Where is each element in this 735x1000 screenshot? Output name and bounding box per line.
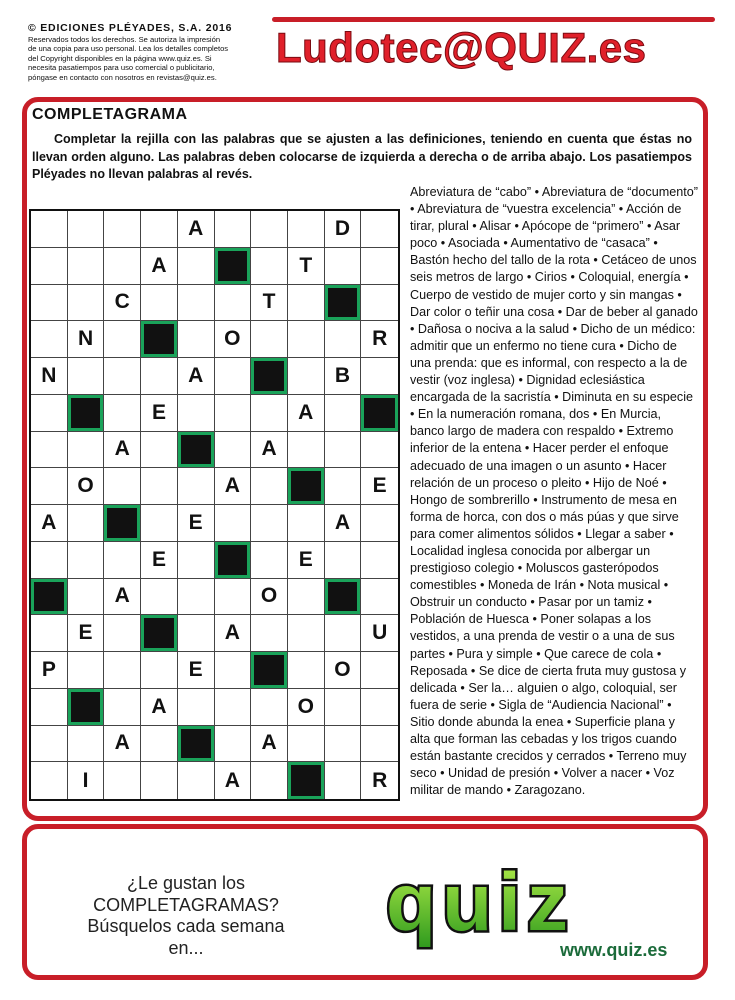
grid-cell[interactable] bbox=[361, 579, 398, 616]
grid-cell[interactable] bbox=[68, 358, 105, 395]
grid-cell[interactable]: D bbox=[325, 211, 362, 248]
grid-cell[interactable] bbox=[325, 248, 362, 285]
grid-cell[interactable] bbox=[104, 321, 141, 358]
grid-cell[interactable]: A bbox=[325, 505, 362, 542]
grid-cell[interactable] bbox=[288, 432, 325, 469]
grid-cell[interactable] bbox=[178, 762, 215, 799]
grid-cell[interactable] bbox=[31, 432, 68, 469]
grid-block bbox=[251, 358, 288, 395]
grid-cell[interactable] bbox=[251, 468, 288, 505]
grid-cell[interactable] bbox=[31, 542, 68, 579]
grid-cell[interactable] bbox=[288, 358, 325, 395]
grid-cell[interactable] bbox=[31, 211, 68, 248]
grid-cell[interactable]: A bbox=[288, 395, 325, 432]
grid-cell[interactable] bbox=[361, 248, 398, 285]
grid-cell[interactable] bbox=[325, 395, 362, 432]
grid-cell[interactable]: A bbox=[104, 579, 141, 616]
grid-cell[interactable] bbox=[68, 542, 105, 579]
grid-cell[interactable] bbox=[361, 358, 398, 395]
grid-cell[interactable]: E bbox=[68, 615, 105, 652]
grid-cell[interactable] bbox=[68, 211, 105, 248]
grid-cell[interactable]: A bbox=[141, 689, 178, 726]
grid-cell[interactable] bbox=[361, 542, 398, 579]
grid-cell[interactable] bbox=[251, 505, 288, 542]
brand-title: Ludotec@QUIZ.es bbox=[276, 24, 647, 71]
grid-cell[interactable] bbox=[178, 468, 215, 505]
grid-cell[interactable] bbox=[325, 321, 362, 358]
top-red-rule bbox=[272, 17, 715, 22]
grid-cell[interactable] bbox=[104, 615, 141, 652]
grid-block bbox=[325, 579, 362, 616]
grid-cell[interactable] bbox=[251, 615, 288, 652]
grid-cell[interactable]: E bbox=[141, 395, 178, 432]
grid-cell[interactable]: E bbox=[178, 652, 215, 689]
grid-cell[interactable]: A bbox=[141, 248, 178, 285]
grid-cell[interactable] bbox=[288, 652, 325, 689]
grid-block bbox=[104, 505, 141, 542]
grid-cell[interactable] bbox=[104, 468, 141, 505]
grid-cell[interactable]: A bbox=[104, 726, 141, 763]
publisher-line: © EDICIONES PLÉYADES, S.A. 2016 bbox=[28, 22, 233, 34]
grid-block bbox=[141, 321, 178, 358]
grid-cell[interactable] bbox=[104, 542, 141, 579]
grid-cell[interactable] bbox=[104, 211, 141, 248]
crossword-grid[interactable] bbox=[29, 209, 400, 801]
grid-cell[interactable] bbox=[141, 505, 178, 542]
grid-cell[interactable] bbox=[31, 285, 68, 322]
grid-block bbox=[215, 542, 252, 579]
grid-cell[interactable] bbox=[31, 726, 68, 763]
grid-cell[interactable]: R bbox=[361, 321, 398, 358]
grid-cell[interactable] bbox=[178, 542, 215, 579]
grid-cell[interactable] bbox=[251, 248, 288, 285]
grid-cell[interactable]: A bbox=[215, 468, 252, 505]
copyright-notice bbox=[28, 22, 268, 92]
grid-cell[interactable] bbox=[361, 726, 398, 763]
grid-cell[interactable] bbox=[325, 689, 362, 726]
grid-cell[interactable] bbox=[104, 358, 141, 395]
grid-block bbox=[288, 762, 325, 799]
grid-block bbox=[68, 689, 105, 726]
grid-cell[interactable] bbox=[178, 285, 215, 322]
grid-block bbox=[68, 395, 105, 432]
grid-cell[interactable] bbox=[215, 285, 252, 322]
grid-cell[interactable]: U bbox=[361, 615, 398, 652]
grid-cell[interactable] bbox=[215, 395, 252, 432]
grid-cell[interactable] bbox=[68, 285, 105, 322]
grid-cell[interactable] bbox=[325, 468, 362, 505]
grid-cell[interactable]: A bbox=[251, 726, 288, 763]
grid-cell[interactable] bbox=[251, 762, 288, 799]
grid-cell[interactable] bbox=[178, 689, 215, 726]
grid-cell[interactable] bbox=[288, 211, 325, 248]
grid-cell[interactable]: I bbox=[68, 762, 105, 799]
grid-cell[interactable] bbox=[31, 321, 68, 358]
grid-cell[interactable] bbox=[288, 285, 325, 322]
grid-block bbox=[361, 395, 398, 432]
grid-cell[interactable] bbox=[31, 395, 68, 432]
grid-cell[interactable] bbox=[178, 395, 215, 432]
grid-cell[interactable]: A bbox=[104, 432, 141, 469]
grid-block bbox=[31, 579, 68, 616]
grid-block bbox=[141, 615, 178, 652]
grid-cell[interactable] bbox=[178, 615, 215, 652]
grid-cell[interactable]: T bbox=[288, 248, 325, 285]
grid-cell[interactable]: N bbox=[68, 321, 105, 358]
grid-block bbox=[215, 248, 252, 285]
grid-cell[interactable] bbox=[68, 248, 105, 285]
grid-cell[interactable] bbox=[141, 285, 178, 322]
grid-cell[interactable] bbox=[141, 726, 178, 763]
grid-cell[interactable] bbox=[68, 652, 105, 689]
grid-cell[interactable] bbox=[178, 579, 215, 616]
quiz-logo bbox=[378, 862, 708, 952]
grid-block bbox=[178, 726, 215, 763]
grid-cell[interactable]: O bbox=[215, 321, 252, 358]
grid-block bbox=[288, 468, 325, 505]
grid-cell[interactable]: E bbox=[361, 468, 398, 505]
grid-cell[interactable]: E bbox=[288, 542, 325, 579]
grid-cell[interactable]: O bbox=[288, 689, 325, 726]
grid-cell[interactable] bbox=[361, 689, 398, 726]
grid-cell[interactable] bbox=[215, 689, 252, 726]
grid-cell[interactable] bbox=[104, 248, 141, 285]
grid-cell[interactable]: A bbox=[215, 615, 252, 652]
grid-cell[interactable] bbox=[178, 321, 215, 358]
grid-cell[interactable]: A bbox=[178, 358, 215, 395]
grid-cell[interactable]: E bbox=[141, 542, 178, 579]
grid-cell[interactable] bbox=[68, 726, 105, 763]
grid-cell[interactable] bbox=[288, 579, 325, 616]
grid-cell[interactable] bbox=[104, 652, 141, 689]
grid-cell[interactable]: O bbox=[68, 468, 105, 505]
grid-cell[interactable] bbox=[325, 432, 362, 469]
grid-cell[interactable]: B bbox=[325, 358, 362, 395]
grid-cell[interactable] bbox=[361, 505, 398, 542]
grid-cell[interactable]: C bbox=[104, 285, 141, 322]
grid-cell[interactable]: A bbox=[31, 505, 68, 542]
puzzle-title: COMPLETAGRAMA bbox=[32, 106, 188, 123]
grid-block bbox=[251, 652, 288, 689]
rights-text: Reservados todos los derechos. Se autoriza la impresión de una copia para uso personal. Lea los detalles completos del Copyright disponibles en la página www.quiz.es. Si necesita pasatiempos para uso comercial o publicitario, póngase en contacto con nosotros en revistas@quiz.es. bbox=[28, 35, 229, 82]
grid-cell[interactable] bbox=[31, 248, 68, 285]
grid-cell[interactable]: P bbox=[31, 652, 68, 689]
grid-cell[interactable] bbox=[141, 468, 178, 505]
grid-cell[interactable]: N bbox=[31, 358, 68, 395]
grid-cell[interactable] bbox=[325, 615, 362, 652]
grid-block bbox=[178, 432, 215, 469]
grid-cell[interactable] bbox=[178, 248, 215, 285]
grid-cell[interactable] bbox=[31, 762, 68, 799]
grid-cell[interactable] bbox=[215, 726, 252, 763]
grid-cell[interactable] bbox=[361, 432, 398, 469]
grid-cell[interactable] bbox=[325, 542, 362, 579]
grid-cell[interactable]: T bbox=[251, 285, 288, 322]
grid-cell[interactable] bbox=[104, 395, 141, 432]
grid-cell[interactable] bbox=[68, 432, 105, 469]
grid-cell[interactable] bbox=[215, 358, 252, 395]
grid-cell[interactable]: R bbox=[372, 768, 388, 792]
grid-cell[interactable] bbox=[31, 689, 68, 726]
grid-cell[interactable] bbox=[361, 211, 398, 248]
grid-cell[interactable] bbox=[68, 505, 105, 542]
grid-cell[interactable]: O bbox=[251, 579, 288, 616]
promo-text: ¿Le gustan los COMPLETAGRAMAS? Búsquelos cada semana en... bbox=[87, 873, 285, 958]
grid-cell[interactable]: A bbox=[178, 211, 215, 248]
grid-cell[interactable] bbox=[325, 726, 362, 763]
grid-cell[interactable] bbox=[251, 542, 288, 579]
grid-cell[interactable] bbox=[361, 652, 398, 689]
grid-cell[interactable] bbox=[31, 468, 68, 505]
grid-block bbox=[325, 285, 362, 322]
grid-cell[interactable] bbox=[288, 726, 325, 763]
grid-cell[interactable] bbox=[325, 762, 362, 799]
grid-cell[interactable]: A bbox=[215, 762, 252, 799]
grid-cell[interactable] bbox=[141, 762, 178, 799]
grid-cell[interactable] bbox=[251, 395, 288, 432]
grid-cell[interactable] bbox=[215, 432, 252, 469]
clue-list: Abreviatura de “cabo” • Abreviatura de “documento” • Abreviatura de “vuestra excelencia” • Acción de tirar, plural • Alisar • Apócope de “primero” • Asar poco • Asociada • Aumentativo de “casaca” • Bastón hecho del tallo de la rota • Cetáceo de unos seis metros de largo • Cirios • Coloquial, energía • Cuerpo de vestido de mujer corto y sin mangas • Dar color o teñir una cosa • Dar de beber al ganado • Dañosa o nociva a la salud • Dicho de un médico: admitir que un enfermo no tiene cura • Dicho de una prenda: que es informal, con respecto a la de vestir (voz inglesa) • Dignidad eclesiástica encargada de la sacristía • Diminuta en su especie • En la numeración romana, dos • En Murcia, banco largo de madera con respaldo • Extremo inferior de la entena • Hacer perder el enfoque adecuado de una imagen o un asunto • Hacer relación de un proceso o pleito • Hijo de Noé • Hongo de sombrerillo • Instrumento de mesa en forma de horca, con dos o más púas y que sirve para comer alimentos sólidos • Llegar a saber • Localidad inglesa conocida por albergar un prestigioso colegio • Moluscos gasterópodos comestibles • Moneda de Irán • Nota musical • Obstruir un conducto • Pasar por un tamiz • Población de Huesca • Poner solapas a los vestidos, a una prenda de vestir o a una de sus partes • Pura y simple • Que carece de cola • Reposada • Se dice de cierta fruta muy gustosa y delicada • Ser la… alguien o algo, coloquial, ser fuera de serie • Sigla de “Audiencia Nacional” • Sitio donde abunda la enea • Superficie plana y alta que forman las cebadas y los trigos cuando están bastante crecidos y cerrados • Terreno muy seco • Unidad de presión • Volver a nacer • Voz militar de mando • Zaragozano. bbox=[410, 185, 698, 798]
grid-cell[interactable] bbox=[104, 762, 141, 799]
grid-cell[interactable] bbox=[141, 432, 178, 469]
grid-cell[interactable] bbox=[251, 211, 288, 248]
grid-cell[interactable] bbox=[251, 689, 288, 726]
grid-cell[interactable] bbox=[215, 505, 252, 542]
grid-cell[interactable] bbox=[104, 689, 141, 726]
grid-cell[interactable] bbox=[361, 285, 398, 322]
site-url[interactable]: www.quiz.es bbox=[560, 940, 668, 960]
logo-word: quiz bbox=[386, 862, 574, 948]
grid-cell[interactable]: A bbox=[251, 432, 288, 469]
grid-cell[interactable] bbox=[141, 211, 178, 248]
grid-cell[interactable] bbox=[141, 579, 178, 616]
grid-cell[interactable] bbox=[215, 652, 252, 689]
grid-cell[interactable] bbox=[141, 358, 178, 395]
grid-cell[interactable] bbox=[288, 615, 325, 652]
grid-cell[interactable] bbox=[31, 615, 68, 652]
grid-cell[interactable] bbox=[215, 579, 252, 616]
grid-cell[interactable] bbox=[288, 321, 325, 358]
grid-cell[interactable] bbox=[251, 321, 288, 358]
grid-cell[interactable] bbox=[215, 211, 252, 248]
puzzle-instructions: Completar la rejilla con las palabras que se ajusten a las definiciones, teniendo en cuenta que éstas no llevan orden alguno. Las palabras deben colocarse de izquierda a derecha o de arriba abajo. Los pasatiempos Pléyades no llevan palabras al revés. bbox=[32, 132, 692, 181]
grid-cell[interactable] bbox=[288, 505, 325, 542]
grid-cell[interactable] bbox=[141, 652, 178, 689]
grid-cell[interactable] bbox=[68, 579, 105, 616]
grid-cell[interactable]: O bbox=[325, 652, 362, 689]
grid-cell[interactable]: E bbox=[178, 505, 215, 542]
